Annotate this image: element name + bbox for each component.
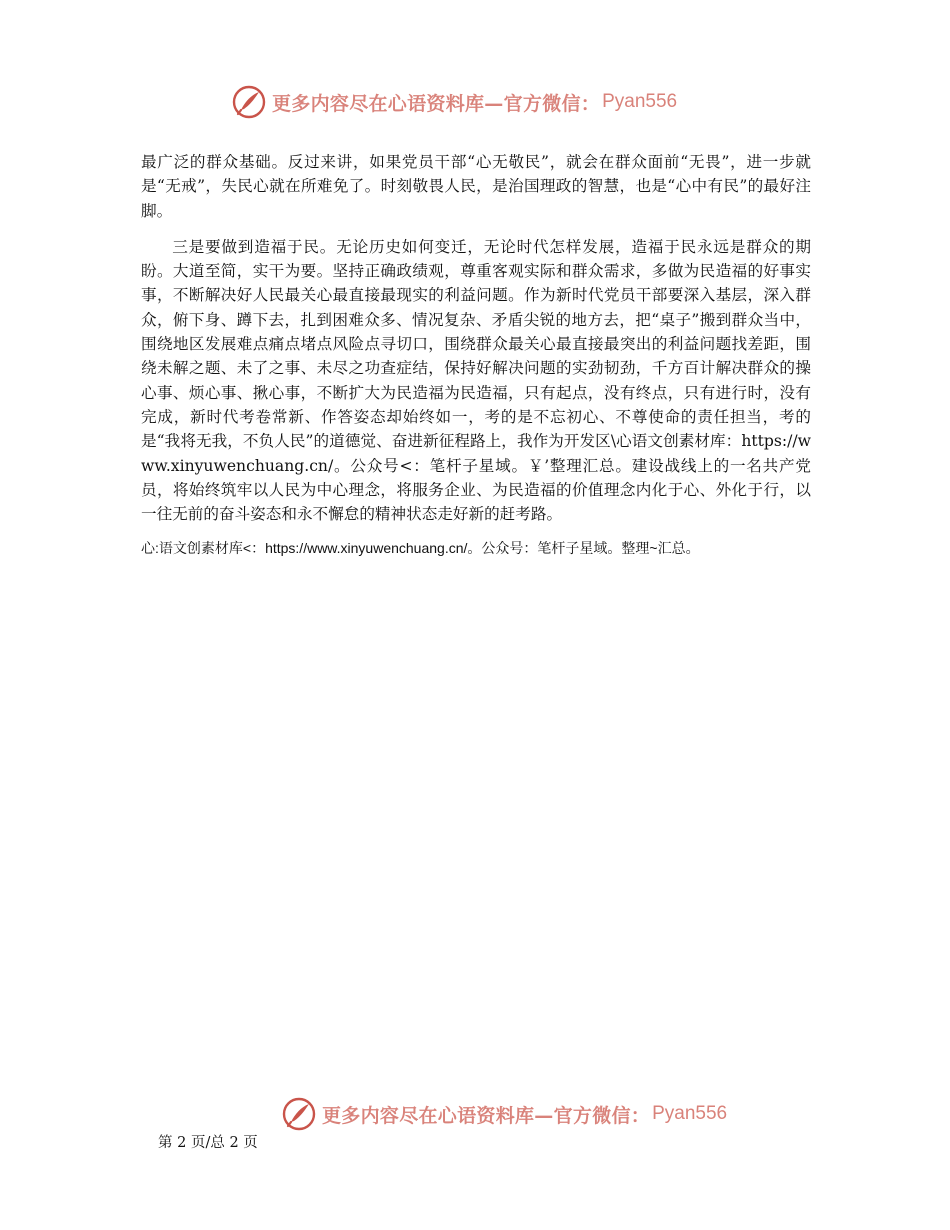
- source-note: 心:语文创素材库<：https://www.xinyuwenchuang.cn/。公众号：笔杆子星域。整理~汇总。: [141, 540, 700, 557]
- wechat-id: Pyan556: [652, 1103, 728, 1124]
- banner-text: 更多内容尽在心语资料库—官方微信：: [322, 1104, 651, 1127]
- page-number: 第 2 页/总 2 页: [158, 1135, 258, 1151]
- footer-banner: [282, 1096, 727, 1132]
- quill-pen-logo-icon: [282, 1097, 316, 1131]
- paragraph-1: 最广泛的群众基础。反过来讲，如果党员干部“心无敬民”，就会在群众面前“无畏”，进一步就是“无戒”，失民心就在所难免了。时刻敬畏人民，是治国理政的智慧，也是“心中有民”的最好注脚。: [141, 153, 811, 220]
- banner-text: 更多内容尽在心语资料库—官方微信：: [272, 92, 601, 115]
- document-body: [141, 150, 811, 558]
- quill-pen-logo-icon: [232, 85, 266, 119]
- wechat-id: Pyan556: [602, 91, 678, 112]
- paragraph-2: 三是要做到造福于民。无论历史如何变迁，无论时代怎样发展，造福于民永远是群众的期盼。大道至简，实干为要。坚持正确政绩观，尊重客观实际和群众需求，多做为民造福的好事实事，不断解决好人民最关心最直接最现实的利益问题。作为新时代党员干部要深入基层，深入群众，俯下身、蹲下去，扎到困难众多、情况复杂、矛盾尖锐的地方去，把“桌子”搬到群众当中，围绕地区发展难点痛点堵点风险点寻切口，围绕群众最关心最直接最突出的利益问题找差距，围绕未解之题、未了之事、未尽之功查症结，保持好解决问题的实劲韧劲，千方百计解决群众的操心事、烦心事、揪心事，不断扩大为民造福为民造福，只有起点，没有终点，只有进行时，没有完成，新时代考卷常新、作答姿态却始终如一，考的是不忘初心、不尊使命的责任担当，考的是“我将无我，不负人民”的道德觉、奋进新征程路上，我作为开发区\心语文创素材库：https://www.xinyuwenchuang.cn/。公众号<：笔杆子星域。￥’整理汇总。建设战线上的一名共产党员，将始终筑牢以人民为中心理念，将服务企业、为民造福的价值理念内化于心、外化于行，以一往无前的奋斗姿态和永不懈怠的精神状态走好新的赶考路。: [141, 237, 811, 524]
- header-banner: [232, 84, 677, 120]
